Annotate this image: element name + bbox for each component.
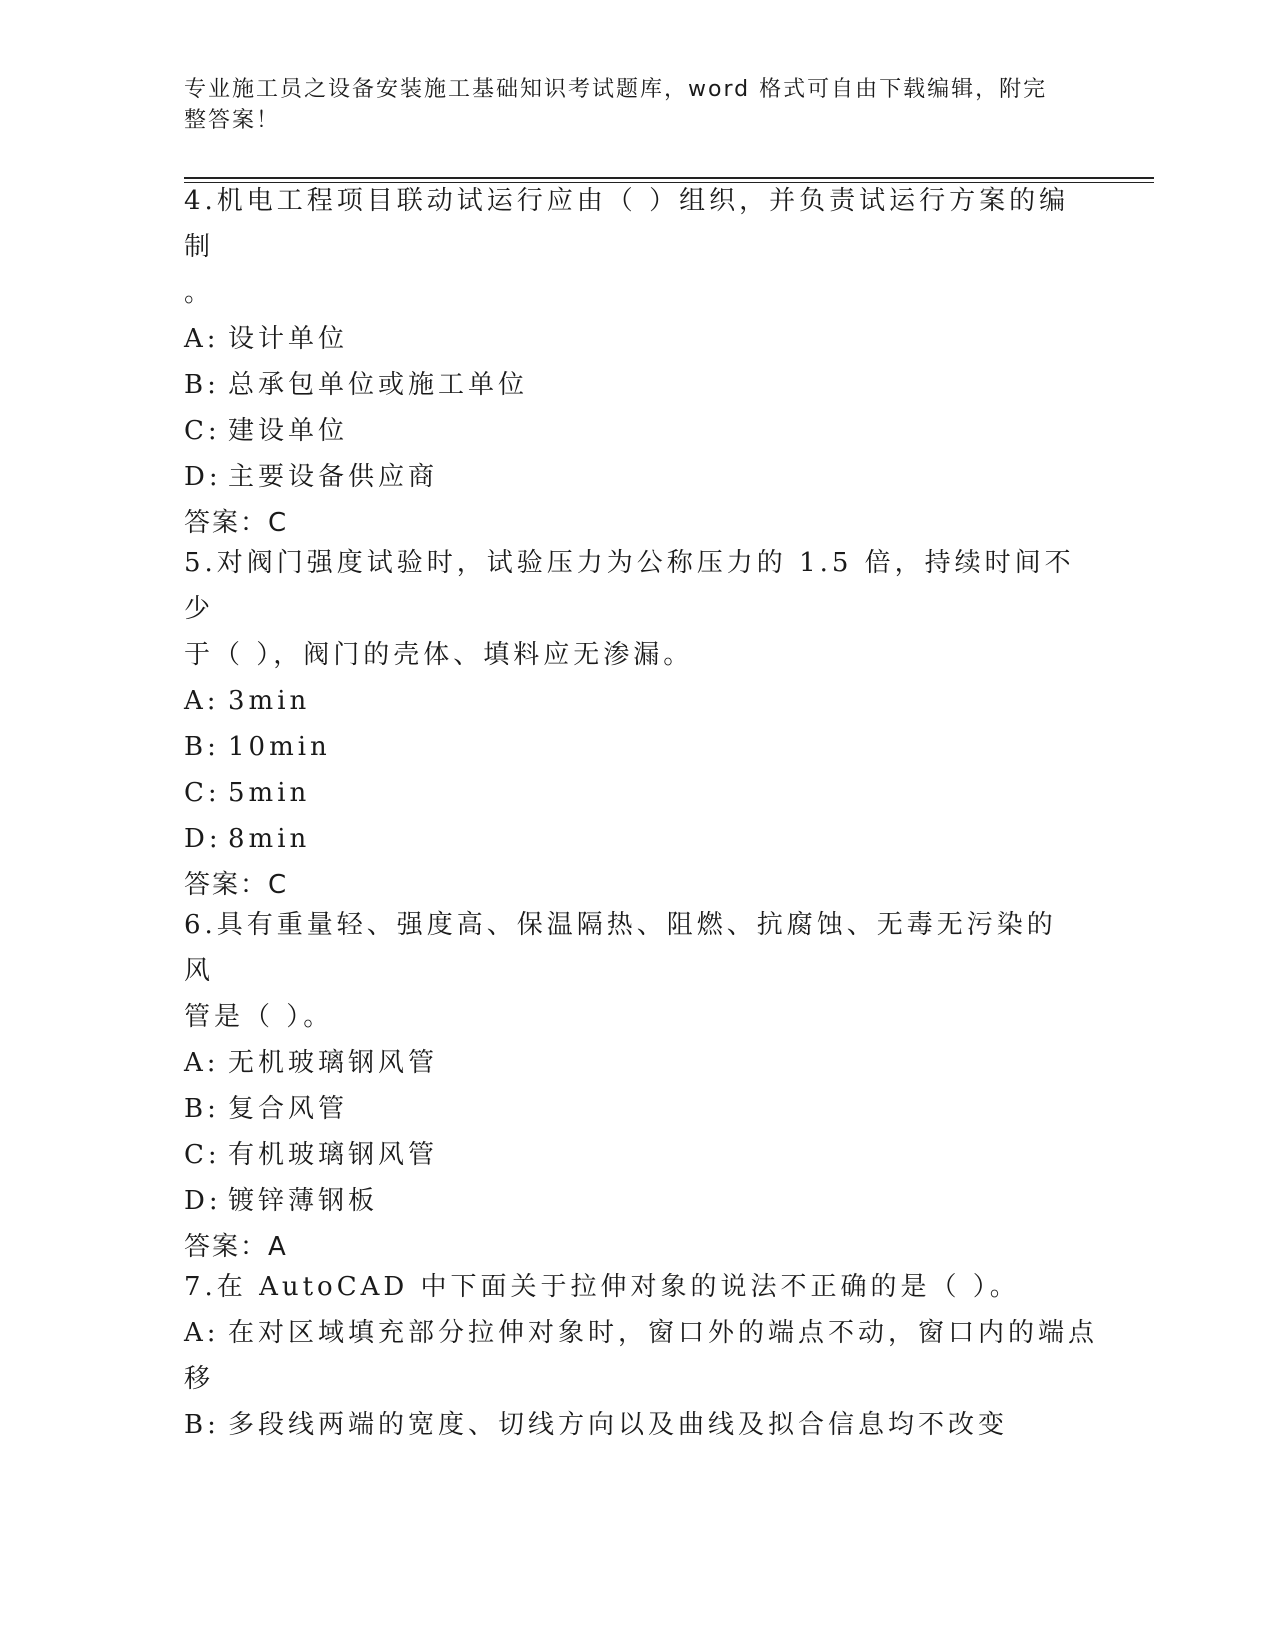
- option-text: 镀锌薄钢板: [228, 1186, 379, 1216]
- question-stem-continued: 。: [184, 278, 215, 308]
- option-b: [184, 362, 1084, 408]
- option-a-continued: 移: [184, 1364, 215, 1394]
- header-line-1: 专业施工员之设备安装施工基础知识考试题库，word 格式可自由下载编辑，附完: [184, 77, 1048, 102]
- option-text: 10min: [228, 732, 331, 762]
- answer: 答案：C: [184, 508, 289, 538]
- document-header: [184, 74, 1064, 136]
- option-text: 5min: [228, 778, 311, 808]
- option-a: [184, 1310, 1099, 1356]
- option-label: B:: [184, 1410, 220, 1440]
- question-stem-continued: 于（ ），阀门的壳体、填料应无渗漏。: [184, 640, 694, 670]
- option-label: D:: [184, 1186, 222, 1216]
- option-text: 8min: [228, 824, 311, 854]
- question-6: [184, 902, 1084, 1270]
- option-c: [184, 408, 1084, 454]
- option-c: [184, 770, 1084, 816]
- option-text: 3min: [228, 686, 311, 716]
- option-label: B:: [184, 370, 220, 400]
- option-text: 建设单位: [228, 416, 349, 446]
- option-label: B:: [184, 1094, 220, 1124]
- option-b: [184, 1086, 1084, 1132]
- option-label: A:: [184, 324, 220, 354]
- answer: 答案：C: [184, 870, 289, 900]
- question-stem-continued: 管是（ ）。: [184, 1002, 334, 1032]
- option-d: [184, 1178, 1084, 1224]
- option-label: C:: [184, 416, 221, 446]
- option-text: 无机玻璃钢风管: [228, 1048, 439, 1078]
- option-text: 总承包单位或施工单位: [228, 370, 529, 400]
- option-text: 设计单位: [228, 324, 349, 354]
- option-label: B:: [184, 732, 220, 762]
- question-stem: 4.机电工程项目联动试运行应由（ ）组织，并负责试运行方案的编制: [184, 186, 1070, 262]
- option-a: [184, 316, 1084, 362]
- option-text: 多段线两端的宽度、切线方向以及曲线及拟合信息均不改变: [228, 1410, 1009, 1440]
- option-text: 主要设备供应商: [228, 462, 439, 492]
- header-line-2: 整答案！: [184, 108, 281, 133]
- option-label: C:: [184, 778, 221, 808]
- option-text: 在对区域填充部分拉伸对象时，窗口外的端点不动，窗口内的端点: [228, 1318, 1099, 1348]
- option-b: [184, 1402, 1084, 1448]
- option-a: [184, 1040, 1084, 1086]
- option-d: [184, 454, 1084, 500]
- option-label: D:: [184, 462, 222, 492]
- option-label: C:: [184, 1140, 221, 1170]
- option-label: A:: [184, 1318, 220, 1348]
- question-stem: 6.具有重量轻、强度高、保温隔热、阻燃、抗腐蚀、无毒无污染的风: [184, 910, 1057, 986]
- option-label: A:: [184, 686, 220, 716]
- option-c: [184, 1132, 1084, 1178]
- option-label: A:: [184, 1048, 220, 1078]
- option-a: [184, 678, 1084, 724]
- option-d: [184, 816, 1084, 862]
- question-7: [184, 1264, 1099, 1448]
- question-stem: 5.对阀门强度试验时，试验压力为公称压力的 1.5 倍，持续时间不少: [184, 548, 1075, 624]
- option-text: 有机玻璃钢风管: [228, 1140, 439, 1170]
- question-5: [184, 540, 1084, 908]
- option-label: D:: [184, 824, 222, 854]
- answer: 答案：A: [184, 1232, 288, 1262]
- question-stem: 7.在 AutoCAD 中下面关于拉伸对象的说法不正确的是（ ）。: [184, 1272, 1020, 1302]
- option-b: [184, 724, 1084, 770]
- option-text: 复合风管: [228, 1094, 349, 1124]
- question-4: [184, 178, 1084, 546]
